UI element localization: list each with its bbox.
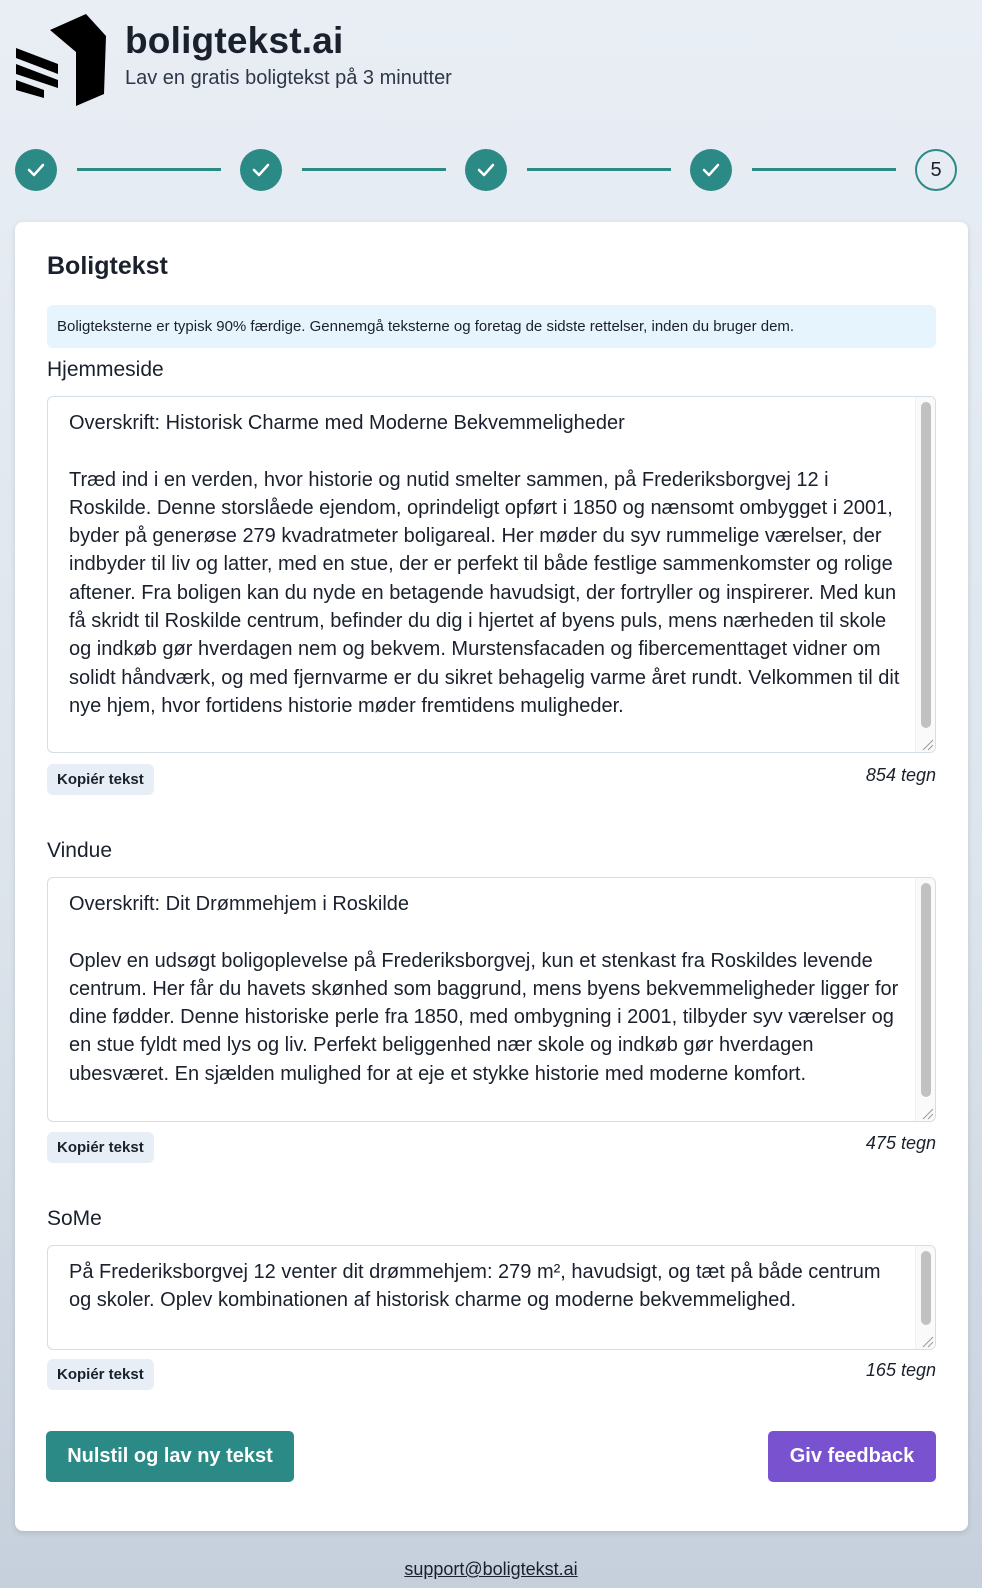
step-3-complete: [465, 149, 507, 191]
copy-vindue-button[interactable]: Kopiér tekst: [47, 1132, 154, 1163]
vindue-text[interactable]: Overskrift: Dit Drømmehjem i Roskilde Oplev en udsøgt boligoplevelse på Frederiksborgvej, kun et stenkast fra Roskildes levende centrum. Her får du havets skønhed som baggrund, mens byens bekvemmeligheder ligger for dine fødder. Denne historiske perle fra 1850, med ombygning i 2001, tilbyder syv værelser og en stue fyldt med lys og liv. Perfekt beliggenhed nær skole og indkøb gør hverdagen ubesværet. En sjælden mulighed for at eje et stykke historie med moderne komfort.: [69, 893, 899, 1085]
copy-some-button[interactable]: Kopiér tekst: [47, 1359, 154, 1390]
step-2-complete: [240, 149, 282, 191]
logo-icon: [14, 8, 108, 108]
app-title: boligtekst.ai: [125, 20, 344, 61]
check-icon: [251, 162, 271, 178]
scroll-thumb[interactable]: [921, 1251, 931, 1325]
scrollbar[interactable]: [915, 878, 935, 1121]
check-icon: [701, 162, 721, 178]
page-title: Boligtekst: [47, 252, 168, 280]
step-connector: [77, 168, 221, 171]
step-5-current: 5: [915, 149, 957, 191]
scroll-thumb[interactable]: [921, 402, 931, 728]
step-4-complete: [690, 149, 732, 191]
check-icon: [26, 162, 46, 178]
resize-handle-icon[interactable]: [920, 1106, 934, 1120]
header: [14, 8, 452, 108]
scroll-thumb[interactable]: [921, 883, 931, 1097]
step-connector: [527, 168, 671, 171]
feedback-button[interactable]: Giv feedback: [768, 1431, 936, 1482]
char-count-vindue: 475 tegn: [865, 1133, 936, 1153]
check-icon: [476, 162, 496, 178]
section-label-vindue: Vindue: [47, 839, 113, 862]
char-count-some: 165 tegn: [865, 1360, 936, 1380]
some-textarea[interactable]: [47, 1245, 936, 1350]
support-email-link[interactable]: support@boligtekst.ai: [404, 1559, 578, 1579]
step-1-complete: [15, 149, 57, 191]
hjemmeside-text[interactable]: Overskrift: Historisk Charme med Moderne Bekvemmeligheder Træd ind i en verden, hvor historie og nutid smelter sammen, på Frederiksborgvej 12 i Roskilde. Denne storslåede ejendom, oprindeligt opført i 1850 og nænsomt ombygget i 2001, byder på generøse 279 kvadratmeter boligareal. Her møder du syv rummelige værelser, der indbyder til liv og latter, med en stue, der er perfekt til både festlige sammenkomster og rolige aftener. Fra boligen kan du nyde en betagende havudsigt, der fortryller og inspirerer. Med kun få skridt til Roskilde centrum, befinder du dig i hjertet af byens puls, mens nærheden til skole og indkøb gør hverdagen nem og bekvem. Murstensfacaden og fibercementtaget vidner om solidt håndværk, og med fjernvarme er du sikret behagelig varme året rundt. Velkommen til dit nye hjem, hvor fortidens historie møder fremtidens muligheder.: [69, 412, 900, 717]
vindue-textarea[interactable]: [47, 877, 936, 1122]
some-text[interactable]: På Frederiksborgvej 12 venter dit drømmehjem: 279 m², havudsigt, og tæt på både centrum og skoler. Oplev kombinationen af historisk charme og moderne bekvemmelighed.: [69, 1261, 887, 1312]
resize-handle-icon[interactable]: [920, 737, 934, 751]
progress-stepper: [15, 149, 968, 191]
step-connector: [752, 168, 896, 171]
section-label-some: SoMe: [47, 1207, 102, 1230]
char-count-hjemmeside: 854 tegn: [865, 765, 936, 785]
resize-handle-icon[interactable]: [920, 1334, 934, 1348]
copy-hjemmeside-button[interactable]: Kopiér tekst: [47, 764, 154, 795]
hjemmeside-textarea[interactable]: [47, 396, 936, 753]
app-subtitle: Lav en gratis boligtekst på 3 minutter: [125, 67, 452, 89]
section-label-hjemmeside: Hjemmeside: [47, 358, 164, 381]
result-card: [15, 222, 968, 1531]
reset-button[interactable]: Nulstil og lav ny tekst: [46, 1431, 294, 1482]
scrollbar[interactable]: [915, 397, 935, 752]
step-connector: [302, 168, 446, 171]
info-alert: Boligteksterne er typisk 90% færdige. Gennemgå teksterne og foretag de sidste rettelser, inden du bruger dem.: [47, 305, 936, 348]
